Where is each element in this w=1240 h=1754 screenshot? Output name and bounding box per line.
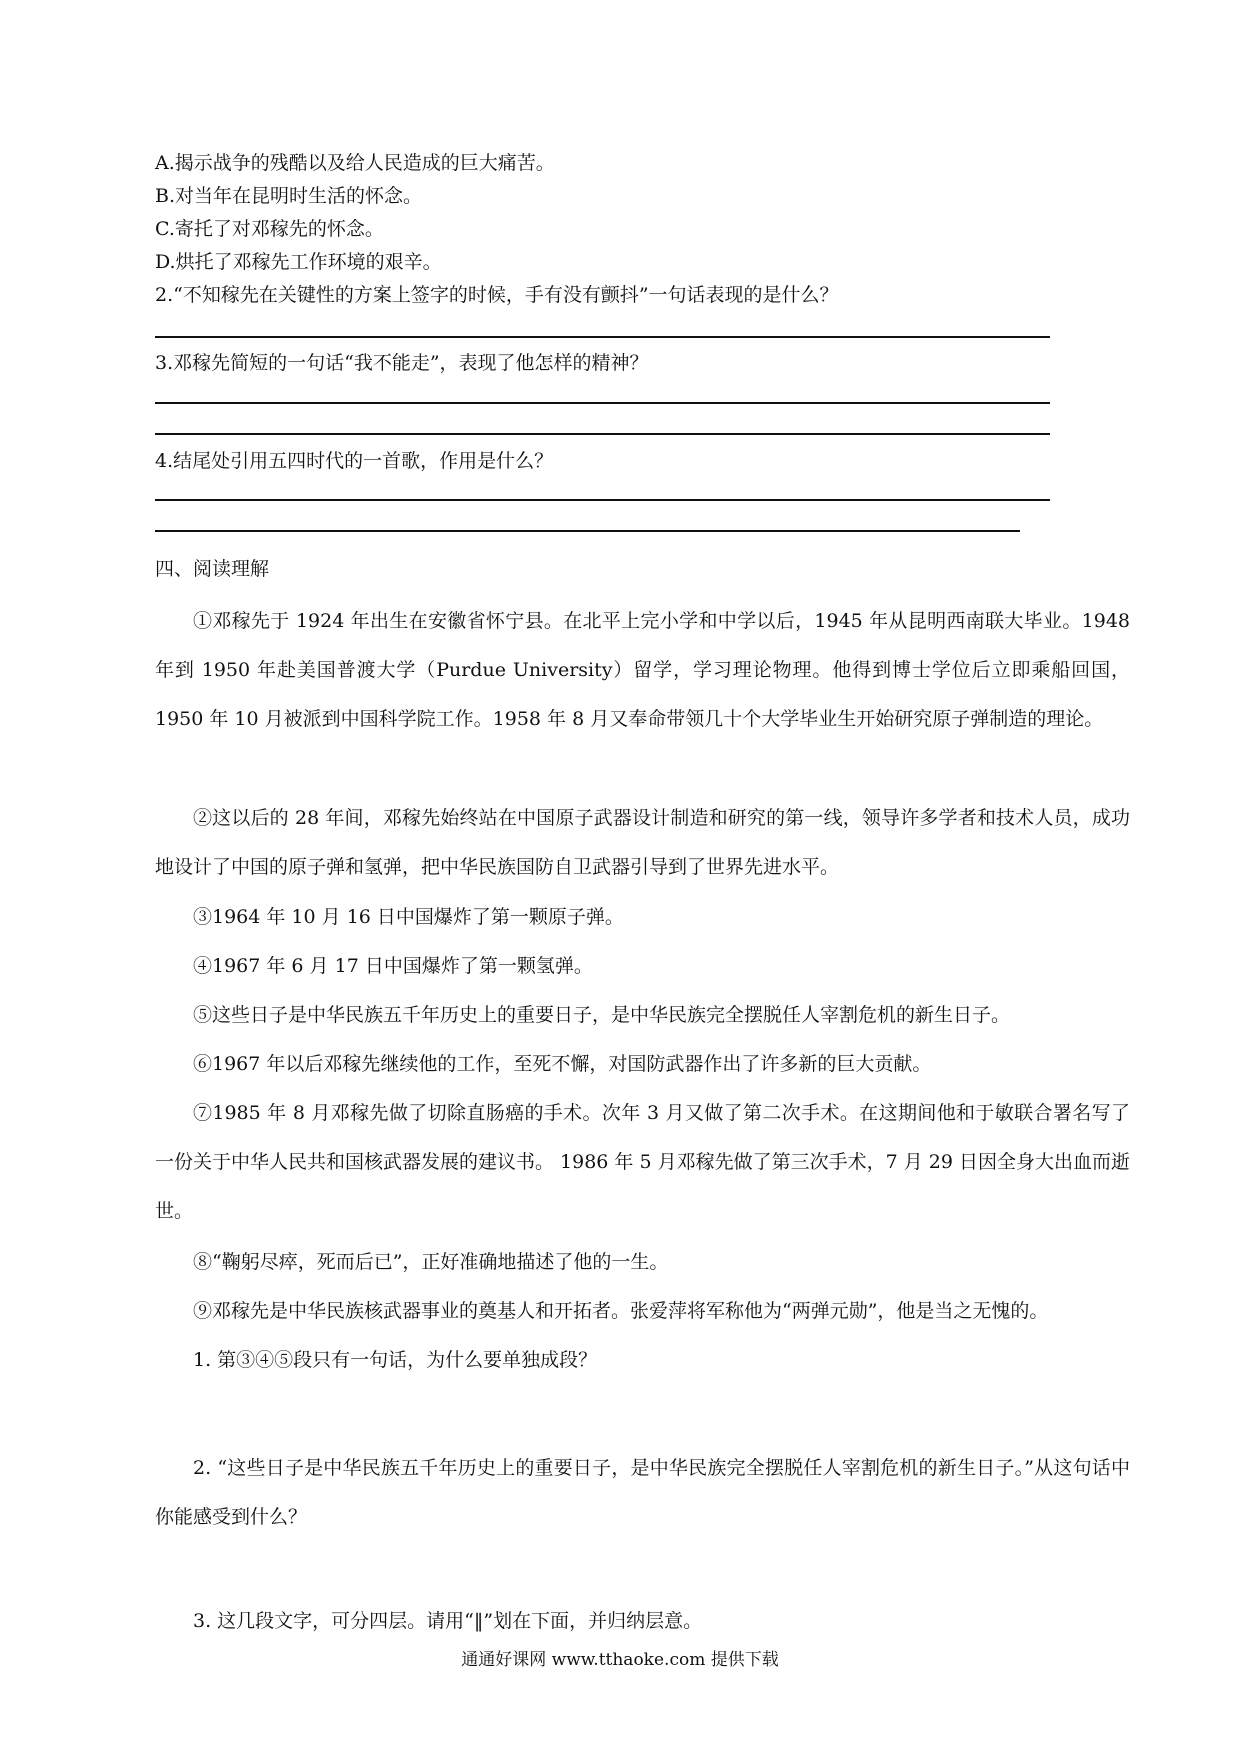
paragraph-6: ⑥1967 年以后邓稼先继续他的工作，至死不懈，对国防武器作出了许多新的巨大贡献。 xyxy=(193,1053,932,1075)
paragraph-7: ⑦1985 年 8 月邓稼先做了切除直肠癌的手术。次年 3 月又做了第二次手术。在这期间他和于敏联合署名写了一份关于中华人民共和国核武器发展的建议书。 1986 年 5 月邓稼先做了第三次手术，7 月 29 日因全身大出血而逝世。 xyxy=(155,1102,1130,1222)
paragraph-2: ②这以后的 28 年间，邓稼先始终站在中国原子武器设计制造和研究的第一线，领导许多学者和技术人员，成功地设计了中国的原子弹和氢弹，把中华民族国防自卫武器引导到了世界先进水平。 xyxy=(155,807,1130,878)
answer-line xyxy=(155,499,1050,501)
paragraph-8: ⑧“鞠躬尽瘁，死而后已”，正好准确地描述了他的一生。 xyxy=(193,1251,669,1273)
question-4: 4.结尾处引用五四时代的一首歌，作用是什么？ xyxy=(155,450,554,472)
option-c: C.寄托了对邓稼先的怀念。 xyxy=(155,218,384,240)
option-b: B.对当年在昆明时生活的怀念。 xyxy=(155,185,423,207)
answer-line xyxy=(155,530,1020,532)
question-3: 3.邓稼先简短的一句话“我不能走”，表现了他怎样的精神？ xyxy=(155,352,649,374)
reading-question-3: 3. 这几段文字，可分四层。请用“‖”划在下面，并归纳层意。 xyxy=(193,1610,703,1632)
answer-line xyxy=(155,402,1050,404)
paragraph-4: ④1967 年 6 月 17 日中国爆炸了第一颗氢弹。 xyxy=(193,955,593,977)
answer-line xyxy=(155,336,1050,338)
question-2: 2.“不知稼先在关键性的方案上签字的时候，手有没有颤抖”一句话表现的是什么？ xyxy=(155,284,839,306)
answer-line xyxy=(155,433,1050,435)
reading-question-2: 2. “这些日子是中华民族五千年历史上的重要日子，是中华民族完全摆脱任人宰割危机的新生日子。”从这句话中你能感受到什么？ xyxy=(155,1457,1130,1528)
paragraph-3: ③1964 年 10 月 16 日中国爆炸了第一颗原子弹。 xyxy=(193,906,624,928)
page-footer: 通通好课网 www.tthaoke.com 提供下载 xyxy=(461,1650,779,1670)
paragraph-1: ①邓稼先于 1924 年出生在安徽省怀宁县。在北平上完小学和中学以后，1945 年从昆明西南联大毕业。1948 年到 1950 年赴美国普渡大学（Purdue University）留学，学习理论物理。他得到博士学位后立即乘船回国，1950 年 10 月被派到中国科学院工作。1958 年 8 月又奉命带领几十个大学毕业生开始研究原子弹制造的理论。 xyxy=(155,610,1130,730)
section-heading: 四、阅读理解 xyxy=(155,558,270,580)
reading-question-1: 1. 第③④⑤段只有一句话，为什么要单独成段？ xyxy=(193,1349,598,1371)
paragraph-9: ⑨邓稼先是中华民族核武器事业的奠基人和开拓者。张爱萍将军称他为“两弹元勋”，他是当之无愧的。 xyxy=(193,1300,1049,1322)
option-a: A.揭示战争的残酷以及给人民造成的巨大痛苦。 xyxy=(155,152,555,174)
option-d: D.烘托了邓稼先工作环境的艰辛。 xyxy=(155,251,442,273)
paragraph-5: ⑤这些日子是中华民族五千年历史上的重要日子，是中华民族完全摆脱任人宰割危机的新生日子。 xyxy=(193,1004,1011,1026)
